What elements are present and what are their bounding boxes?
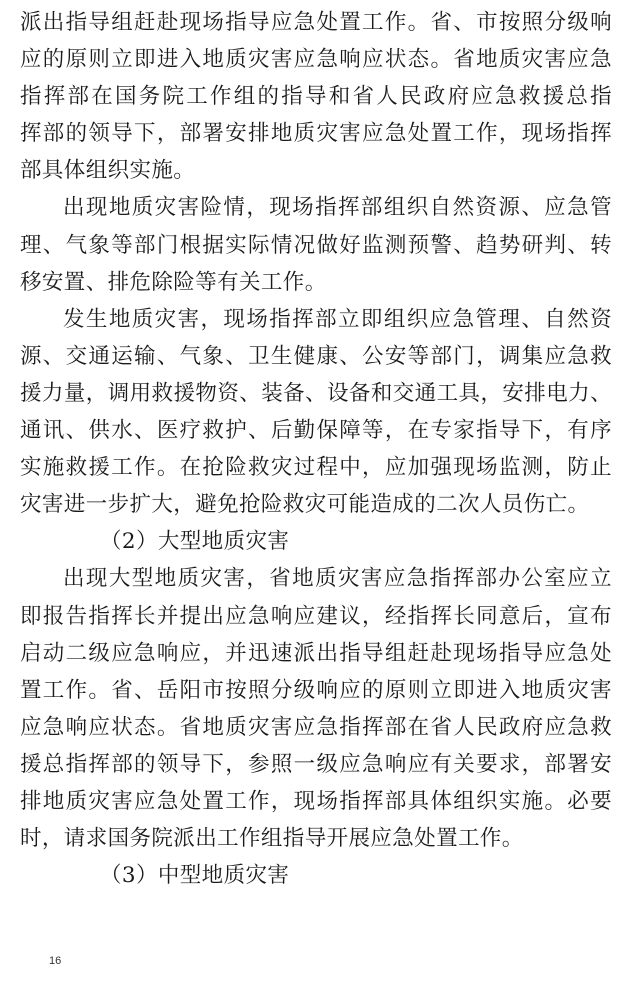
text-line: 移安置、排危除险等有关工作。 xyxy=(20,269,327,295)
paragraph xyxy=(20,301,612,524)
text-line: 即报告指挥长并提出应急响应建议，经指挥长同意后，宣布 xyxy=(20,603,612,629)
section-heading xyxy=(20,857,612,894)
text-line: 援总指挥部的领导下，参照一级应急响应有关要求，部署安 xyxy=(20,751,612,777)
text-line: 援力量，调用救援物资、装备、设备和交通工具，安排电力、 xyxy=(20,380,612,406)
text-line: 置工作。省、岳阳市按照分级响应的原则立即进入地质灾害 xyxy=(20,677,612,703)
text-line: 灾害进一步扩大，避免抢险救灾可能造成的二次人员伤亡。 xyxy=(20,492,590,518)
text-line: 启动二级应急响应，并迅速派出指导组赶赴现场指导应急处 xyxy=(20,640,612,666)
paragraph xyxy=(20,560,612,857)
section-heading xyxy=(20,523,612,560)
text-line: 部具体组织实施。 xyxy=(20,158,196,184)
text-line: 排地质灾害应急处置工作，现场指挥部具体组织实施。必要 xyxy=(20,788,612,814)
text-line: 发生地质灾害，现场指挥部立即组织应急管理、自然资 xyxy=(63,306,612,332)
text-line: 出现大型地质灾害，省地质灾害应急指挥部办公室应立 xyxy=(63,566,612,592)
paragraph xyxy=(20,189,612,300)
paragraph xyxy=(20,4,612,189)
text-line: 应急响应状态。省地质灾害应急指挥部在省人民政府应急救 xyxy=(20,714,612,740)
page-number: 16 xyxy=(49,955,62,967)
text-line: 派出指导组赶赴现场指导应急处置工作。省、市按照分级响 xyxy=(20,10,612,35)
body-text xyxy=(20,4,612,894)
text-line: 实施救援工作。在抢险救灾过程中，应加强现场监测，防止 xyxy=(20,455,612,481)
text-line: 挥部的领导下，部署安排地质灾害应急处置工作，现场指挥 xyxy=(20,121,612,147)
text-line: 通讯、供水、医疗救护、后勤保障等，在专家指导下，有序 xyxy=(20,418,612,444)
text-line: （2）大型地质灾害 xyxy=(100,529,290,555)
text-line: 应的原则立即进入地质灾害应急响应状态。省地质灾害应急 xyxy=(20,47,612,73)
text-line: 源、交通运输、气象、卫生健康、公安等部门，调集应急救 xyxy=(20,343,612,369)
text-line: （3）中型地质灾害 xyxy=(100,863,290,889)
text-line: 时，请求国务院派出工作组指导开展应急处置工作。 xyxy=(20,826,524,852)
text-line: 理、气象等部门根据实际情况做好监测预警、趋势研判、转 xyxy=(20,232,612,258)
text-line: 指挥部在国务院工作组的指导和省人民政府应急救援总指 xyxy=(20,84,612,110)
text-line: 出现地质灾害险情，现场指挥部组织自然资源、应急管 xyxy=(63,195,612,221)
